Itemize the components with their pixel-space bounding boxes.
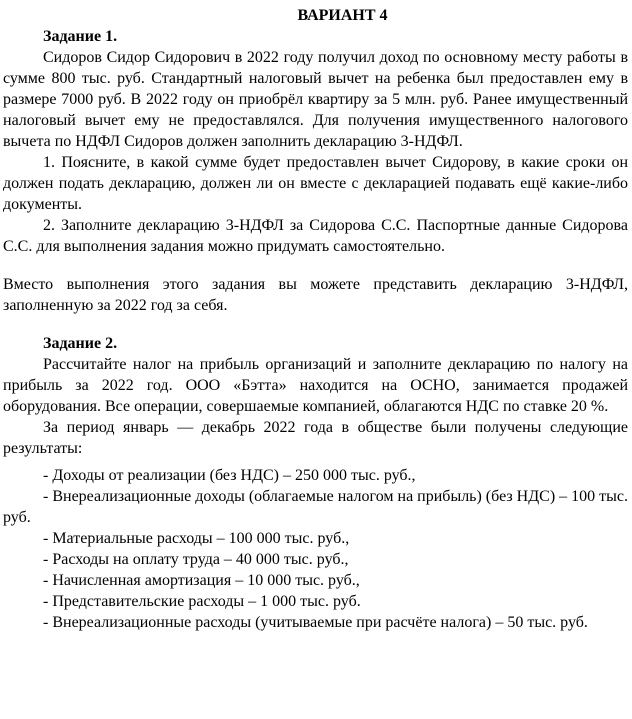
task-1-heading: Задание 1.	[43, 28, 118, 45]
document-title: ВАРИАНТ 4	[297, 7, 388, 24]
task-2-period-paragraph: За период январь — декабрь 2022 года в обществе были получены следующие результаты:	[3, 419, 628, 457]
result-item-revenue: - Доходы от реализации (без НДС) – 250 000 тыс. руб.,	[43, 467, 416, 484]
result-item-representation-expenses: - Представительские расходы – 1 000 тыс. руб.	[43, 593, 361, 610]
result-item-non-operating-income: - Внереализационные доходы (облагаемые налогом на прибыль) (без НДС) – 100 тыс. руб.	[3, 488, 628, 526]
task-1-section	[3, 26, 628, 316]
result-item-amortization: - Начисленная амортизация – 10 000 тыс. руб.,	[43, 572, 360, 589]
result-item-payroll-expenses: - Расходы на оплату труда – 40 000 тыс. руб.,	[43, 551, 349, 568]
result-item-material-expenses: - Материальные расходы – 100 000 тыс. руб.,	[43, 530, 350, 547]
task-1-question-2: 2. Заполните декларацию 3-НДФЛ за Сидорова С.С. Паспортные данные Сидорова С.С. для выполнения задания можно придумать самостоятельно.	[3, 217, 628, 255]
task-2-section	[3, 333, 628, 633]
task-2-intro-paragraph: Рассчитайте налог на прибыль организаций и заполните декларацию по налогу на прибыль за 2022 год. ООО «Бэтта» находится на ОСНО, занимается продажей оборудования. Все операции, совершаемые компанией, облагаются НДС по ставке 20 %.	[3, 356, 628, 415]
task-1-question-1: 1. Поясните, в какой сумме будет предоставлен вычет Сидорову, в какие сроки он должен подать декларацию, должен ли он вместе с декларацией подавать ещё какие-либо документы.	[3, 154, 628, 213]
task-1-intro-paragraph: Сидоров Сидор Сидорович в 2022 году получил доход по основному месту работы в сумме 800 тыс. руб. Стандартный налоговый вычет на ребенка был предоставлен ему в размере 7000 руб. В 2022 году он приобрёл квартиру за 5 млн. руб. Ранее имущественный налоговый вычет ему не предоставлялся. Для получения имущественного налогового вычета по НДФЛ Сидоров должен заполнить декларацию 3-НДФЛ.	[3, 49, 628, 150]
task-1-alternative-note: Вместо выполнения этого задания вы можете представить декларацию 3-НДФЛ, заполненную за 2022 год за себя.	[3, 276, 628, 314]
result-item-non-operating-expenses: - Внереализационные расходы (учитываемые при расчёте налога) – 50 тыс. руб.	[43, 614, 588, 631]
task-2-results-list	[3, 465, 628, 633]
task-2-heading: Задание 2.	[43, 335, 118, 352]
